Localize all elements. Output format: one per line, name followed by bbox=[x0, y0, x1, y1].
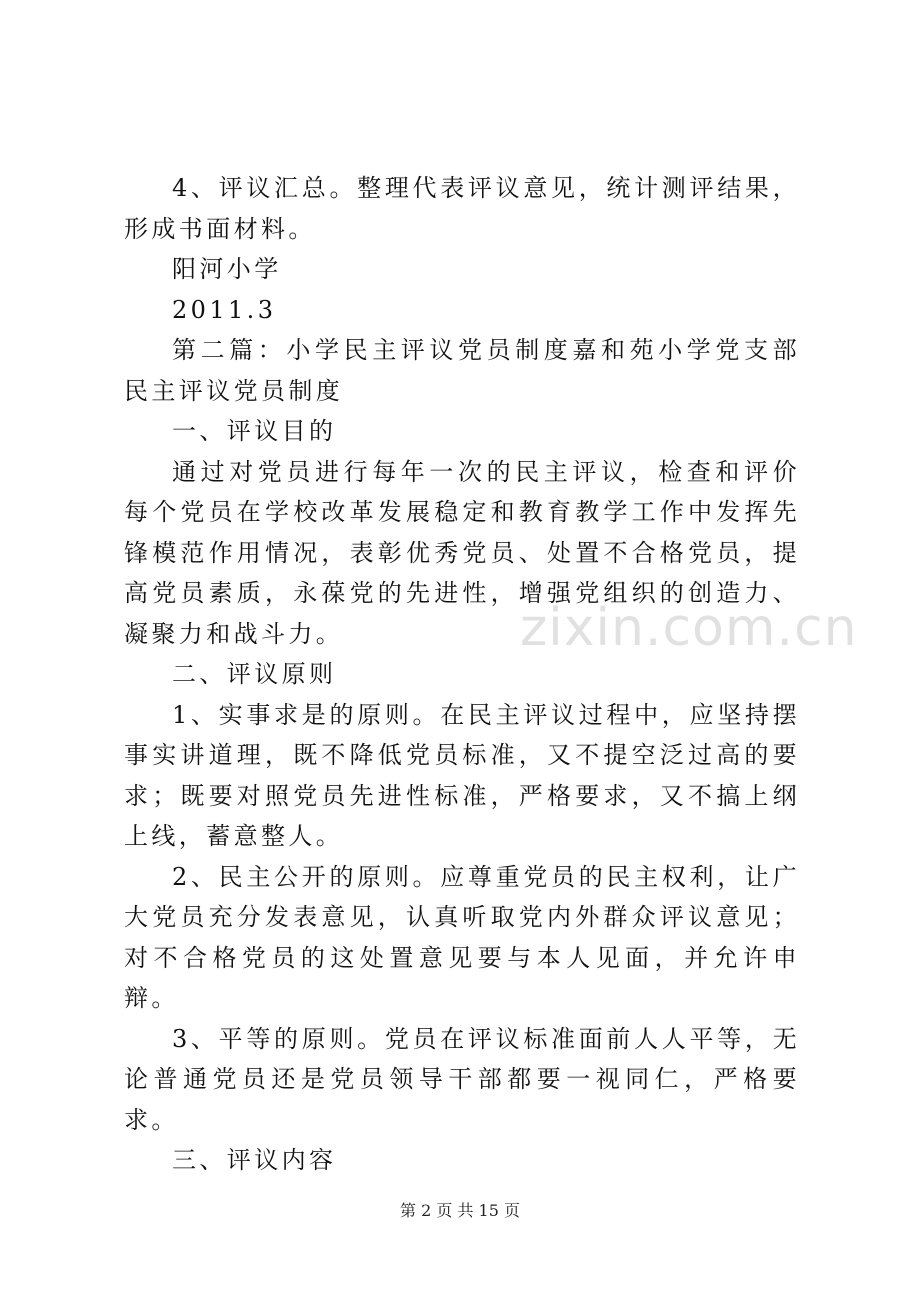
paragraph-principle-3: 3、平等的原则。党员在评议标准面前人人平等，无论普通党员还是党员领导干部都要一视同仁，严格要求。 bbox=[124, 1024, 800, 1134]
watermark: zixin.com.cn bbox=[520, 598, 858, 658]
page-footer: 第 2 页 共 15 页 bbox=[400, 1201, 520, 1220]
paragraph-date: 2011.3 bbox=[172, 295, 277, 324]
paragraph-principle-2: 2、民主公开的原则。应尊重党员的民主权利，让广大党员充分发表意见，认真听取党内外群众评议意见；对不合格党员的这处置意见要与本人见面，并允许申辩。 bbox=[124, 862, 800, 1012]
paragraph-school-name: 阳河小学 bbox=[172, 255, 282, 283]
heading-content: 三、评议内容 bbox=[172, 1146, 337, 1174]
paragraph-purpose: 通过对党员进行每年一次的民主评议，检查和评价每个党员在学校改革发展稳定和教育教学工作中发挥先锋模范作用情况，表彰优秀党员、处置不合格党员，提高党员素质，永葆党的先进性，增强党组织的创造力、凝聚力和战斗力。 bbox=[124, 457, 800, 648]
document-body bbox=[124, 168, 800, 1181]
paragraph-summary: 4、评议汇总。整理代表评议意见，统计测评结果，形成书面材料。 bbox=[124, 174, 800, 243]
heading-principles: 二、评议原则 bbox=[172, 660, 337, 688]
paragraph-section-title: 第二篇：小学民主评议党员制度嘉和苑小学党支部民主评议党员制度 bbox=[124, 336, 800, 405]
paragraph-principle-1: 1、实事求是的原则。在民主评议过程中，应坚持摆事实讲道理，既不降低党员标准，又不提空泛过高的要求；既要对照党员先进性标准，严格要求，又不搞上纲上线，蓄意整人。 bbox=[124, 700, 800, 850]
heading-purpose: 一、评议目的 bbox=[172, 417, 337, 445]
